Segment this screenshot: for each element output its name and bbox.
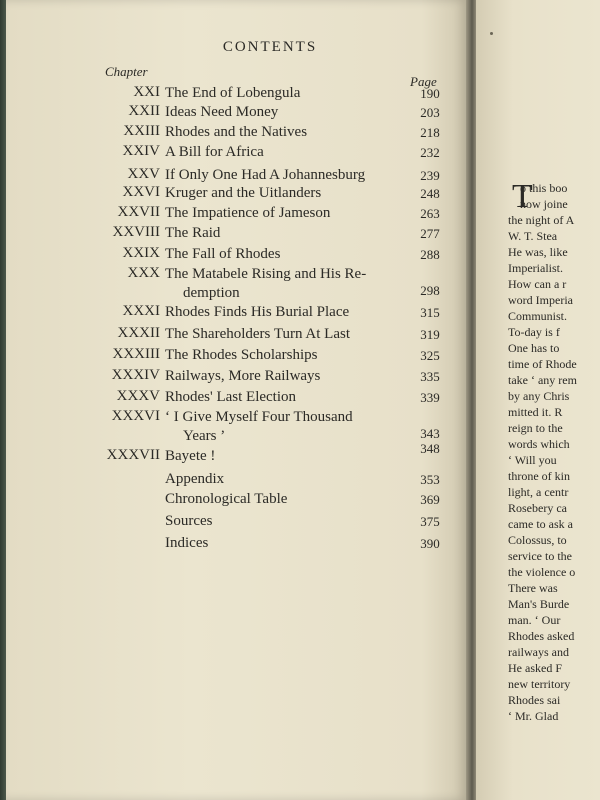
text-line: Colossus, to [508, 533, 567, 547]
chapter-title-line: Chronological Table [165, 491, 288, 507]
text-line: take ‘ any rem [508, 373, 577, 387]
text-line: o this boo [520, 181, 568, 195]
text-line: He asked F [508, 661, 562, 675]
chapter-title [165, 103, 405, 122]
text-line: service to the [508, 549, 572, 563]
page-mark [490, 32, 493, 35]
chapter-title [165, 265, 405, 303]
text-line: He was, like [508, 245, 568, 259]
chapter-title [165, 204, 405, 223]
chapter-title [165, 166, 405, 185]
chapter-number: XXIV [122, 143, 160, 159]
chapter-title-line: Appendix [165, 471, 225, 487]
chapter-number: XXVI [122, 184, 160, 200]
chapter-number: XXXVI [111, 408, 160, 424]
chapter-title [165, 512, 405, 531]
chapter-title [165, 490, 405, 509]
chapter-number: XXIII [123, 123, 160, 139]
chapter-title [165, 388, 405, 407]
chapter-number: XXXI [122, 303, 160, 319]
text-line: W. T. Stea [508, 229, 558, 243]
text-line: man. ‘ Our [508, 613, 561, 627]
chapter-title-continuation: Years ’ [183, 428, 226, 444]
text-line: One has to [508, 341, 560, 355]
text-line: light, a centr [508, 485, 569, 499]
chapter-title [165, 303, 405, 322]
chapter-number: XXXV [116, 388, 160, 404]
text-line: railways and [508, 645, 569, 659]
chapter-title-line: The End of Lobengula [165, 85, 301, 101]
chapter-title-line: The Fall of Rhodes [165, 246, 281, 262]
text-line: Man's Burde [508, 597, 570, 611]
page-number: 239 [420, 168, 440, 183]
chapter-title-line: Kruger and the Uitlanders [165, 185, 322, 201]
page-number: 319 [420, 327, 440, 342]
chapter-title-line: A Bill for Africa [165, 144, 264, 160]
chapter-number: XXVIII [112, 224, 160, 240]
chapter-title [165, 143, 405, 162]
chapter-column-label: Chapter [105, 64, 148, 79]
text-line: ‘ Will you [508, 453, 557, 467]
page-number: 343 [420, 426, 440, 441]
page-number: 315 [420, 305, 440, 320]
chapter-title-line: Ideas Need Money [165, 104, 279, 120]
page-number: 263 [420, 206, 440, 221]
text-line: Imperialist. [508, 261, 563, 275]
chapter-title-line: If Only One Had A Johannesburg [165, 167, 366, 183]
chapter-title-continuation: demption [183, 285, 240, 301]
text-line: the night of A [508, 213, 575, 227]
chapter-number: XXII [128, 103, 160, 119]
page-number: 190 [420, 86, 440, 101]
chapter-title [165, 534, 405, 553]
chapter-title [165, 408, 405, 446]
chapter-title [165, 123, 405, 142]
page-number: 325 [420, 348, 440, 363]
chapter-title-line: ‘ I Give Myself Four Thousand [165, 409, 353, 425]
chapter-title-line: Railways, More Railways [165, 368, 321, 384]
chapter-title-line: Rhodes' Last Election [165, 389, 297, 405]
text-line: Rosebery ca [508, 501, 567, 515]
text-line: ‘ Mr. Glad [508, 709, 559, 723]
chapter-title [165, 447, 405, 466]
chapter-number: XXXII [117, 325, 160, 341]
chapter-title [165, 470, 405, 489]
page-number: 375 [420, 514, 440, 529]
drop-cap: T [512, 178, 533, 215]
chapter-title-line: The Shareholders Turn At Last [165, 326, 350, 342]
chapter-title-line: Rhodes Finds His Burial Place [165, 304, 350, 320]
page-number: 298 [420, 283, 440, 298]
page-number: 232 [420, 145, 440, 160]
text-line: time of Rhode [508, 357, 577, 371]
chapter-number: XXX [127, 265, 160, 281]
chapter-number: XXI [133, 84, 160, 100]
chapter-title [165, 367, 405, 386]
page-number: 369 [420, 492, 440, 507]
text-line: Rhodes sai [508, 693, 561, 707]
chapter-title [165, 224, 405, 243]
chapter-number: XXXIV [111, 367, 160, 383]
page-number: 203 [420, 105, 440, 120]
text-line: How can a r [508, 277, 567, 291]
page-number: 288 [420, 247, 440, 262]
chapter-title [165, 245, 405, 264]
text-line: To-day is f [508, 325, 560, 339]
chapter-title [165, 325, 405, 344]
chapter-title [165, 346, 405, 365]
chapter-title-line: The Rhodes Scholarships [165, 347, 318, 363]
text-line: by any Chris [508, 389, 570, 403]
chapter-title-line: Sources [165, 513, 213, 529]
chapter-title-line: The Raid [165, 225, 221, 241]
page-number: 348 [420, 441, 440, 456]
text-line: reign to the [508, 421, 563, 435]
text-line: words which [508, 437, 570, 451]
page-title: CONTENTS [222, 39, 318, 55]
text-line: mitted it. R [508, 405, 563, 419]
text-line: Rhodes asked [508, 629, 575, 643]
chapter-title-line: The Impatience of Jameson [165, 205, 331, 221]
chapter-title-line: Rhodes and the Natives [165, 124, 308, 140]
text-line: There was [508, 581, 558, 595]
chapter-number: XXXIII [112, 346, 160, 362]
text-line: the violence o [508, 565, 576, 579]
chapter-number: XXIX [122, 245, 160, 261]
page-number: 218 [420, 125, 440, 140]
chapter-title-line: The Matabele Rising and His Re- [165, 266, 367, 282]
chapter-number: XXXVII [106, 447, 160, 463]
chapter-title [165, 84, 405, 103]
text-line: word Imperia [508, 293, 573, 307]
page-number: 335 [420, 369, 440, 384]
right-page-text [508, 180, 600, 724]
text-line: Communist. [508, 309, 568, 323]
page-number: 339 [420, 390, 440, 405]
chapter-title-line: Bayete ! [165, 448, 216, 464]
chapter-number: XXV [127, 166, 160, 182]
page-number: 353 [420, 472, 440, 487]
page-number: 277 [420, 226, 440, 241]
text-line: throne of kin [508, 469, 570, 483]
text-line: now joine [520, 197, 568, 211]
chapter-title [165, 184, 405, 203]
page-number: 390 [420, 536, 440, 551]
text-line: came to ask a [508, 517, 573, 531]
chapter-title-line: Indices [165, 535, 209, 551]
page-number: 248 [420, 186, 440, 201]
page-column-label: Page [410, 74, 437, 89]
text-line: new territory [508, 677, 571, 691]
chapter-number: XXVII [117, 204, 160, 220]
